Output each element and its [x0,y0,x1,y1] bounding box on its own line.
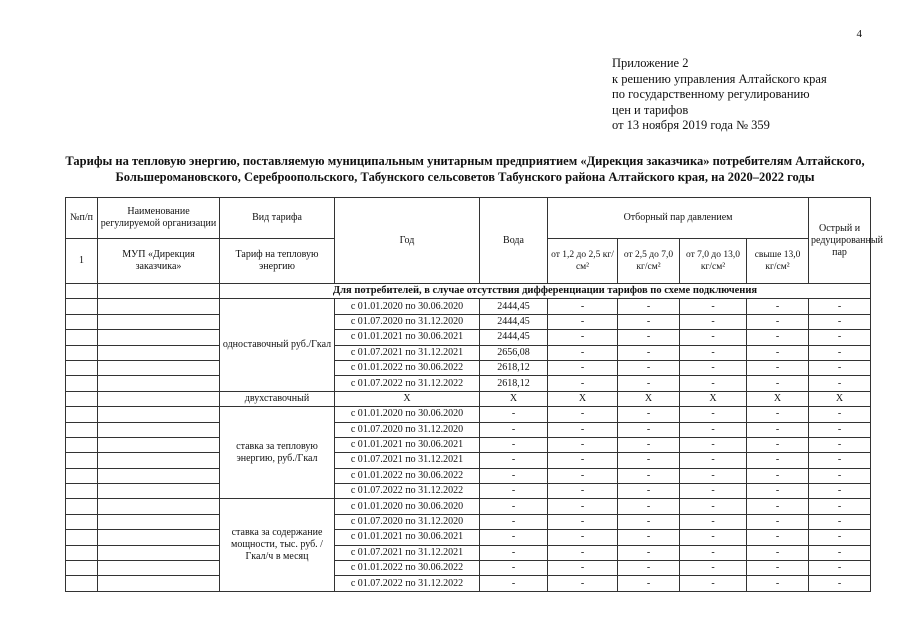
x-cell: Х [747,391,809,406]
dash-cell: - [548,437,618,452]
section-title: Для потребителей, в случае отсутствия дифференциации тарифов по схеме подключения [220,284,871,299]
dash-cell: - [618,499,680,514]
row1-type: Тариф на тепловую энергию [220,239,335,284]
dash-cell: - [618,422,680,437]
table-row [66,437,871,452]
table-row [66,360,871,375]
water-value: - [480,514,548,529]
section-row [66,284,871,299]
dash-cell: - [680,299,747,314]
dash-cell: - [680,314,747,329]
empty-cell [98,391,220,406]
dash-cell: - [618,360,680,375]
empty-cell [98,514,220,529]
x-cell: Х [809,391,871,406]
dash-cell: - [618,376,680,391]
water-value: - [480,545,548,560]
dash-cell: - [680,422,747,437]
table-row [66,545,871,560]
empty-cell [66,360,98,375]
empty-cell [66,453,98,468]
dash-cell: - [680,330,747,345]
empty-cell [66,499,98,514]
water-value: - [480,530,548,545]
dash-cell: - [747,422,809,437]
period-cell: с 01.07.2022 по 31.12.2022 [335,376,480,391]
empty-cell [98,530,220,545]
dash-cell: - [618,299,680,314]
water-value: - [480,468,548,483]
header-tariff-type: Вид тарифа [220,198,335,239]
empty-cell [66,437,98,452]
empty-cell [98,284,220,299]
x-cell: Х [335,391,480,406]
dash-cell: - [747,314,809,329]
dash-cell: - [680,484,747,499]
period-cell: с 01.01.2021 по 30.06.2021 [335,530,480,545]
header-pressure-2: от 2,5 до 7,0 кг/см² [618,239,680,284]
dash-cell: - [809,345,871,360]
dash-cell: - [548,376,618,391]
table-row [66,453,871,468]
water-value: - [480,422,548,437]
empty-cell [66,422,98,437]
water-value: - [480,484,548,499]
empty-cell [98,545,220,560]
dash-cell: - [809,376,871,391]
dash-cell: - [747,345,809,360]
water-value: 2444,45 [480,299,548,314]
dash-cell: - [618,530,680,545]
tariff-table [65,197,883,592]
dash-cell: - [618,514,680,529]
table-row [66,330,871,345]
table-row [66,561,871,576]
table-row [66,422,871,437]
dash-cell: - [747,514,809,529]
empty-cell [66,530,98,545]
dash-cell: - [747,576,809,591]
group-capacity-rate: ставка за содержание мощности, тыс. руб. /Гкал/ч в месяц [220,499,335,591]
empty-cell [66,314,98,329]
period-cell: с 01.07.2022 по 31.12.2022 [335,576,480,591]
header-steam: Отборный пар давлением [548,198,809,239]
x-cell: Х [618,391,680,406]
empty-cell [66,330,98,345]
empty-cell [98,437,220,452]
table-row [66,576,871,591]
empty-cell [66,576,98,591]
group-two-rate: двухставочный [220,391,335,406]
water-value: - [480,453,548,468]
water-value: - [480,437,548,452]
dash-cell: - [809,514,871,529]
dash-cell: - [809,360,871,375]
dash-cell: - [809,422,871,437]
dash-cell: - [680,530,747,545]
header-org: Наименование регулируемой организации [98,198,220,239]
water-value: 2656,08 [480,345,548,360]
dash-cell: - [680,376,747,391]
header-row [66,198,871,239]
empty-cell [66,484,98,499]
table-row [66,345,871,360]
empty-cell [66,284,98,299]
dash-cell: - [680,468,747,483]
dash-cell: - [548,345,618,360]
period-cell: с 01.07.2022 по 31.12.2022 [335,484,480,499]
dash-cell: - [548,530,618,545]
dash-cell: - [809,499,871,514]
table-row [66,484,871,499]
empty-cell [66,468,98,483]
dash-cell: - [680,407,747,422]
empty-cell [98,299,220,314]
empty-cell [98,561,220,576]
water-value: - [480,407,548,422]
header-water: Вода [480,198,548,284]
table-row [66,514,871,529]
period-cell: с 01.01.2020 по 30.06.2020 [335,299,480,314]
dash-cell: - [548,499,618,514]
x-cell: Х [480,391,548,406]
dash-cell: - [548,561,618,576]
water-value: 2618,12 [480,376,548,391]
dash-cell: - [747,360,809,375]
dash-cell: - [618,330,680,345]
dash-cell: - [747,299,809,314]
table-row [66,407,871,422]
empty-cell [66,299,98,314]
dash-cell: - [809,330,871,345]
period-cell: с 01.01.2021 по 30.06.2021 [335,330,480,345]
dash-cell: - [809,453,871,468]
table-row [66,530,871,545]
water-value: - [480,499,548,514]
dash-cell: - [747,561,809,576]
dash-cell: - [747,499,809,514]
dash-cell: - [747,468,809,483]
dash-cell: - [548,545,618,560]
empty-cell [66,545,98,560]
dash-cell: - [747,545,809,560]
empty-cell [66,345,98,360]
empty-cell [98,453,220,468]
dash-cell: - [809,407,871,422]
group-one-rate: одноставочный руб./Гкал [220,299,335,391]
group-heat-rate: ставка за тепловую энергию, руб./Гкал [220,407,335,499]
appendix-line: к решению управления Алтайского края [612,71,827,86]
appendix-line: цен и тарифов [612,102,689,117]
dash-cell: - [618,314,680,329]
period-cell: с 01.01.2020 по 30.06.2020 [335,499,480,514]
dash-cell: - [548,576,618,591]
dash-cell: - [747,437,809,452]
empty-cell [66,514,98,529]
dash-cell: - [680,576,747,591]
empty-cell [98,407,220,422]
dash-cell: - [747,407,809,422]
dash-cell: - [747,530,809,545]
dash-cell: - [548,422,618,437]
period-cell: с 01.07.2020 по 31.12.2020 [335,514,480,529]
dash-cell: - [809,299,871,314]
dash-cell: - [618,453,680,468]
water-value: - [480,576,548,591]
dash-cell: - [680,514,747,529]
period-cell: с 01.07.2021 по 31.12.2021 [335,453,480,468]
appendix-block [612,56,827,134]
dash-cell: - [618,407,680,422]
period-cell: с 01.07.2021 по 31.12.2021 [335,345,480,360]
header-num: №п/п [66,198,98,239]
empty-cell [66,391,98,406]
dash-cell: - [747,376,809,391]
dash-cell: - [680,561,747,576]
dash-cell: - [548,468,618,483]
period-cell: с 01.07.2020 по 31.12.2020 [335,314,480,329]
empty-cell [98,484,220,499]
empty-cell [98,376,220,391]
dash-cell: - [680,499,747,514]
empty-cell [66,376,98,391]
dash-cell: - [548,514,618,529]
x-cell: Х [548,391,618,406]
empty-cell [98,330,220,345]
empty-cell [98,345,220,360]
empty-cell [66,407,98,422]
dash-cell: - [548,453,618,468]
empty-cell [66,561,98,576]
empty-cell [98,576,220,591]
dash-cell: - [747,484,809,499]
dash-cell: - [618,545,680,560]
dash-cell: - [680,545,747,560]
dash-cell: - [747,453,809,468]
header-pressure-1: от 1,2 до 2,5 кг/см² [548,239,618,284]
empty-cell [98,468,220,483]
dash-cell: - [809,437,871,452]
table-row [66,391,871,406]
dash-cell: - [809,314,871,329]
table-row [66,299,871,314]
table-row [66,314,871,329]
dash-cell: - [548,314,618,329]
x-cell: Х [680,391,747,406]
table-row [66,376,871,391]
dash-cell: - [548,484,618,499]
row1-org: МУП «Дирекция заказчика» [98,239,220,284]
empty-cell [98,360,220,375]
empty-cell [98,314,220,329]
appendix-line: Приложение 2 [612,56,689,70]
table-row [66,499,871,514]
header-pressure-3: от 7,0 до 13,0 кг/см² [680,239,747,284]
period-cell: с 01.01.2022 по 30.06.2022 [335,561,480,576]
dash-cell: - [747,330,809,345]
dash-cell: - [809,576,871,591]
dash-cell: - [618,437,680,452]
dash-cell: - [618,576,680,591]
header-sharp-steam: Острый и редуцированный пар [809,198,871,284]
period-cell: с 01.01.2021 по 30.06.2021 [335,437,480,452]
period-cell: с 01.01.2022 по 30.06.2022 [335,468,480,483]
period-cell: с 01.01.2020 по 30.06.2020 [335,407,480,422]
appendix-line: от 13 ноября 2019 года № 359 [612,118,770,132]
period-cell: с 01.07.2021 по 31.12.2021 [335,545,480,560]
period-cell: с 01.01.2022 по 30.06.2022 [335,360,480,375]
dash-cell: - [618,561,680,576]
dash-cell: - [809,545,871,560]
dash-cell: - [680,360,747,375]
dash-cell: - [548,407,618,422]
water-value: - [480,561,548,576]
dash-cell: - [548,360,618,375]
dash-cell: - [809,561,871,576]
table-row [66,468,871,483]
header-year: Год [335,198,480,284]
dash-cell: - [680,345,747,360]
dash-cell: - [809,530,871,545]
dash-cell: - [618,468,680,483]
document-title: Тарифы на тепловую энергию, поставляемую муниципальным унитарным предприятием «Дирекция заказчика» потребителям Алтайского, Большеромановского, Сереброопольского, Табунского сельсоветов Табунского района Алтайского края, на 2020–2022 годы [65,154,865,184]
empty-cell [98,422,220,437]
dash-cell: - [618,345,680,360]
period-cell: с 01.07.2020 по 31.12.2020 [335,422,480,437]
water-value: 2444,45 [480,330,548,345]
dash-cell: - [548,330,618,345]
appendix-line: по государственному регулированию [612,87,810,101]
empty-cell [98,499,220,514]
dash-cell: - [618,484,680,499]
water-value: 2618,12 [480,360,548,375]
dash-cell: - [809,468,871,483]
page-number: 4 [856,28,862,40]
dash-cell: - [680,437,747,452]
header-pressure-4: свыше 13,0 кг/см² [747,239,809,284]
dash-cell: - [809,484,871,499]
row1-num: 1 [66,239,98,284]
dash-cell: - [548,299,618,314]
water-value: 2444,45 [480,314,548,329]
dash-cell: - [680,453,747,468]
